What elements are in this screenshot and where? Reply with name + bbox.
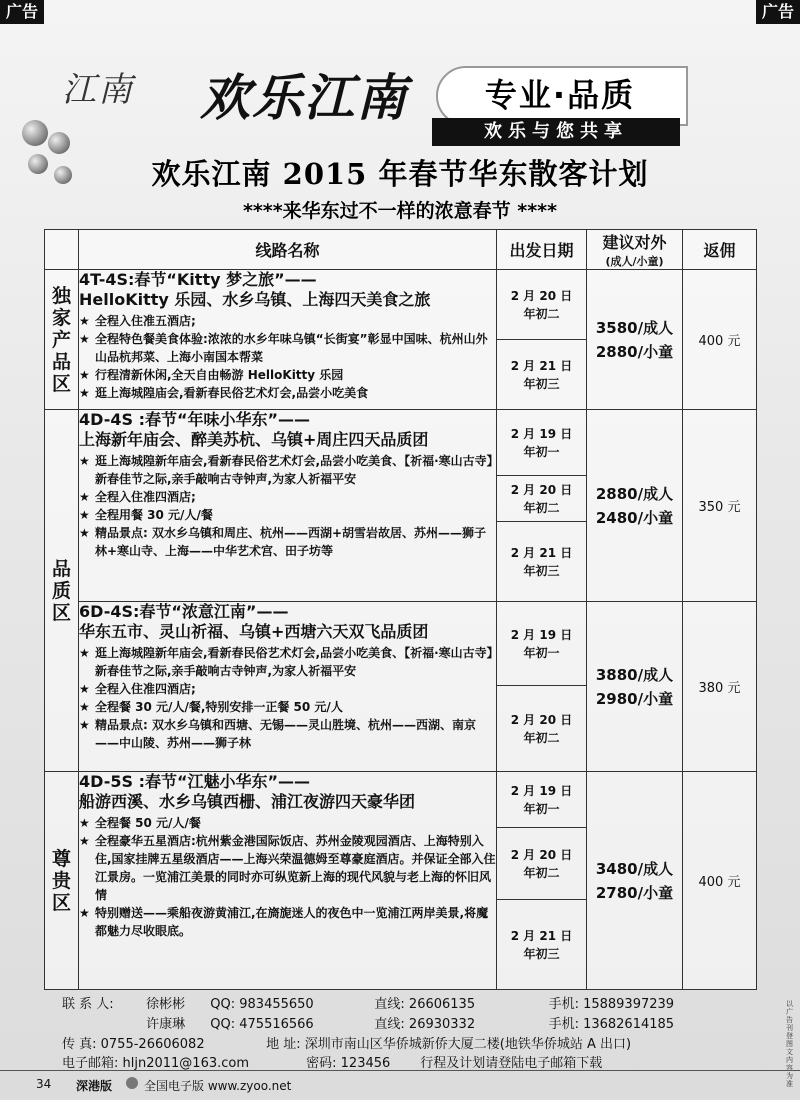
route-kitty [79, 270, 497, 410]
departure-date [497, 340, 587, 410]
header-blank [45, 230, 79, 270]
price-child: 2780/小童 [595, 883, 674, 902]
tour-plan-table [44, 229, 757, 990]
route-item: ★ 全程餐 50 元/人/餐 [79, 814, 496, 832]
header-price-line2: (成人/小童) [605, 255, 664, 268]
date-lunar: 年初二 [523, 500, 560, 515]
route-item: ★ 全程特色餐美食体验:浓浓的水乡年味乌镇“长街宴”彰显中国味、杭州山外山品杭邦菜、上海小南国本帮菜 [79, 330, 496, 366]
contact-person-2: 许康琳 [146, 1017, 186, 1032]
header-route: 线路名称 [79, 230, 497, 270]
contact-phone-2: 直线: 26930332 [374, 1017, 476, 1032]
route-item: ★ 全程餐 30 元/人/餐,特别安排一正餐 50 元/人 [79, 698, 496, 716]
date-lunar: 年初三 [523, 563, 560, 578]
contact-row-4 [62, 1052, 602, 1071]
departure-date [497, 828, 587, 900]
departure-date [497, 900, 587, 990]
route-item: ★ 特别赠送——乘船夜游黄浦江,在旖旎迷人的夜色中一览浦江两岸美景,将魔都魅力尽收眼底。 [79, 904, 496, 940]
date-day: 2 月 21 日 [510, 928, 573, 943]
route-name: 华东五市、灵山祈福、乌镇+西塘六天双飞品质团 [79, 622, 429, 641]
contact-password: 密码: 123456 [306, 1056, 391, 1071]
contact-phone-1: 直线: 26606135 [374, 997, 476, 1012]
departure-date [497, 522, 587, 602]
route-item: ★ 逛上海城隍庙会,看新春民俗艺术灯会,品尝小吃美食 [79, 384, 496, 402]
route-name: 船游西溪、水乡乌镇西栅、浦江夜游四天豪华团 [79, 792, 416, 811]
departure-date [497, 772, 587, 828]
route-item: ★ 全程豪华五星酒店:杭州紫金港国际饭店、苏州金陵观园酒店、上海特别入住,国家挂牌五星级酒店——上海兴荣温德姆至尊豪庭酒店。并保证全部入住江景房。一览浦江美景的同时亦可纵览新上海的现代风貌与老上海的怀旧风情 [79, 832, 496, 904]
page-subtitle: ****来华东过不一样的浓意春节 **** [242, 200, 558, 222]
route-item: ★ 精品景点: 双水乡乌镇和周庄、杭州——西湖+胡雪岩故居、苏州——狮子林+寒山寺、上海——中华艺术宫、田子坊等 [79, 524, 496, 560]
route-item: ★ 全程入住准四酒店; [79, 488, 496, 506]
date-lunar: 年初一 [523, 801, 560, 816]
zone-quality-label: 品质区 [51, 557, 71, 624]
zone-premium [45, 772, 79, 990]
edition-label: 深港版 [76, 1079, 113, 1093]
route-item: ★ 全程入住准四酒店; [79, 680, 496, 698]
date-lunar: 年初一 [523, 645, 560, 660]
departure-date [497, 270, 587, 340]
date-lunar: 年初二 [523, 865, 560, 880]
contact-email: 电子邮箱: hljn2011@163.com [62, 1056, 250, 1071]
zone-exclusive [45, 270, 79, 410]
date-day: 2 月 20 日 [510, 288, 573, 303]
refund-cell: 400 元 [683, 270, 757, 410]
contact-mobile-1: 手机: 15889397239 [548, 997, 675, 1012]
price-child: 2880/小童 [595, 342, 674, 361]
date-lunar: 年初一 [523, 444, 560, 459]
contact-address: 地 址: 深圳市南山区华侨城新侨大厦二楼(地铁华侨城站 A 出口) [266, 1037, 632, 1052]
route-nianwei [79, 410, 497, 602]
slogan-sub: 欢乐与您共享 [432, 118, 680, 146]
route-item: ★ 逛上海城隍新年庙会,看新春民俗艺术灯会,品尝小吃美食、【祈福·寒山古寺】新春佳节之际,亲手敲响古寺钟声,为家人祈福平安 [79, 452, 496, 488]
date-day: 2 月 20 日 [510, 482, 573, 497]
route-nongyi [79, 602, 497, 772]
departure-date [497, 410, 587, 476]
header-price-line1: 建议对外 [602, 233, 667, 252]
date-day: 2 月 20 日 [510, 847, 573, 862]
contact-fax: 传 真: 0755-26606082 [62, 1037, 205, 1052]
price-cell [587, 772, 683, 990]
route-code: 4T-4S:春节“Kitty 梦之旅”—— [79, 270, 317, 289]
page-number: 34 [36, 1077, 52, 1091]
side-note: 以广告刊登图文内容为准 [786, 1000, 793, 1088]
price-adult: 3580/成人 [595, 318, 674, 337]
contact-person-1: 徐彬彬 [146, 997, 186, 1012]
slogan-main: 专业·品质 [484, 76, 636, 114]
refund-cell: 400 元 [683, 772, 757, 990]
zone-exclusive-label: 独家产品区 [51, 284, 71, 395]
date-day: 2 月 19 日 [510, 783, 573, 798]
price-cell [587, 410, 683, 602]
contact-qq-2: QQ: 475516566 [210, 1017, 314, 1032]
route-name: 上海新年庙会、醉美苏杭、乌镇+周庄四天品质团 [79, 430, 429, 449]
zone-quality [45, 410, 79, 772]
header-date: 出发日期 [497, 230, 587, 270]
date-lunar: 年初二 [523, 730, 560, 745]
contact-mobile-2: 手机: 13682614185 [548, 1017, 675, 1032]
route-name: HelloKitty 乐园、水乡乌镇、上海四天美食之旅 [79, 290, 431, 309]
refund-cell: 380 元 [683, 602, 757, 772]
header-price [587, 230, 683, 270]
route-code: 4D-4S :春节“年味小华东”—— [79, 410, 311, 429]
contact-row-3 [62, 1033, 631, 1052]
route-jiangmei [79, 772, 497, 990]
route-item: ★ 全程用餐 30 元/人/餐 [79, 506, 496, 524]
route-item: ★ 精品景点: 双水乡乌镇和西塘、无锡——灵山胜境、杭州——西湖、南京——中山陵、苏州——狮子林 [79, 716, 496, 752]
price-adult: 2880/成人 [595, 484, 674, 503]
date-lunar: 年初二 [523, 306, 560, 321]
contact-row-2 [62, 1013, 674, 1032]
price-cell [587, 602, 683, 772]
national-edition: 全国电子版 www.zyoo.net [144, 1079, 292, 1093]
ad-label-right: 广告 [756, 0, 800, 24]
date-day: 2 月 21 日 [510, 358, 573, 373]
date-day: 2 月 19 日 [510, 426, 573, 441]
contact-qq-1: QQ: 983455650 [210, 997, 314, 1012]
contact-label: 联 系 人: [62, 997, 114, 1012]
departure-date [497, 686, 587, 772]
refund-cell: 350 元 [683, 410, 757, 602]
price-adult: 3480/成人 [595, 859, 674, 878]
departure-date [497, 602, 587, 686]
price-child: 2980/小童 [595, 689, 674, 708]
page-footer [0, 1070, 800, 1101]
departure-date [497, 476, 587, 522]
page-title: 欢乐江南 2015 年春节华东散客计划 [151, 157, 649, 191]
brand-logo: 欢乐江南 [200, 68, 408, 127]
price-child: 2480/小童 [595, 508, 674, 527]
date-day: 2 月 20 日 [510, 712, 573, 727]
route-item: ★ 逛上海城隍新年庙会,看新春民俗艺术灯会,品尝小吃美食、【祈福·寒山古寺】新春佳节之际,亲手敲响古寺钟声,为家人祈福平安 [79, 644, 496, 680]
contact-row-1 [62, 993, 674, 1012]
date-day: 2 月 19 日 [510, 627, 573, 642]
zone-premium-label: 尊贵区 [51, 847, 71, 914]
route-item: ★ 行程清新休闲,全天自由畅游 HelloKitty 乐园 [79, 366, 496, 384]
date-day: 2 月 21 日 [510, 545, 573, 560]
route-code: 4D-5S :春节“江魅小华东”—— [79, 772, 311, 791]
jiangnan-logo: 江南 [62, 70, 134, 110]
contact-note: 行程及计划请登陆电子邮箱下载 [420, 1056, 603, 1071]
price-adult: 3880/成人 [595, 665, 674, 684]
price-cell [587, 270, 683, 410]
date-lunar: 年初三 [523, 946, 560, 961]
route-item: ★ 全程入住准五酒店; [79, 312, 496, 330]
ad-label-left: 广告 [0, 0, 44, 24]
header-refund: 返佣 [683, 230, 757, 270]
route-code: 6D-4S:春节“浓意江南”—— [79, 602, 289, 621]
edition-icon [126, 1077, 138, 1089]
date-lunar: 年初三 [523, 376, 560, 391]
